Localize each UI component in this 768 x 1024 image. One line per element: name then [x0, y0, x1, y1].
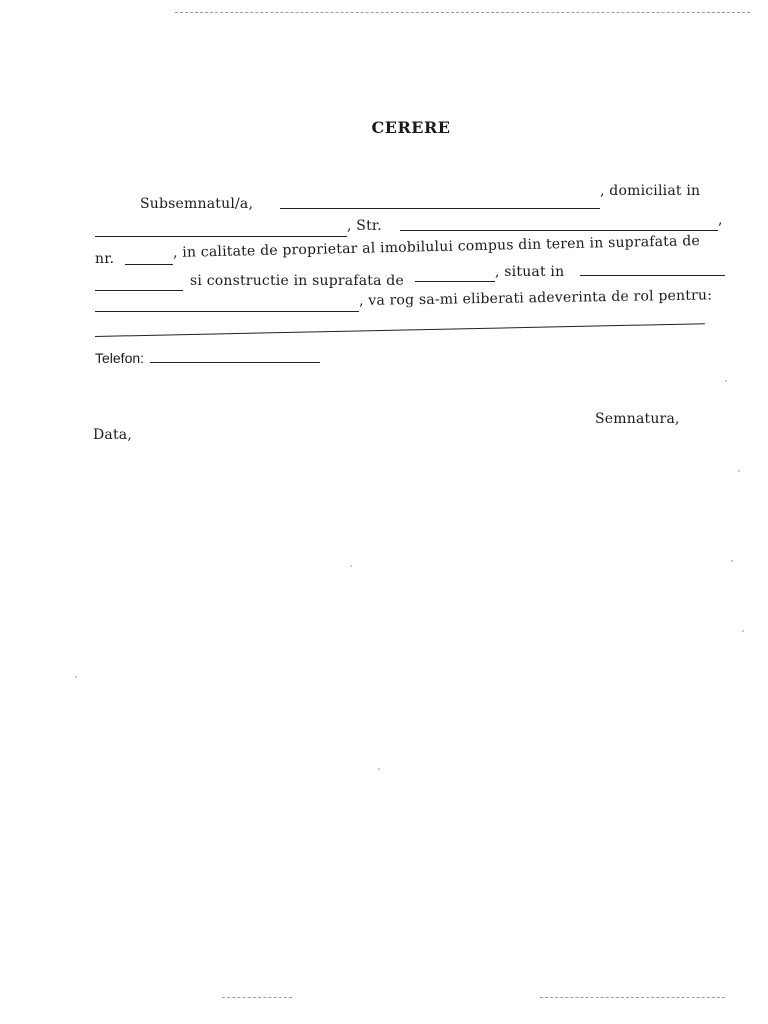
- scan-artifact-bottom-right: [540, 997, 725, 998]
- label-data: Data,: [93, 427, 132, 443]
- scan-speck: [742, 630, 744, 632]
- scan-speck: [738, 470, 740, 472]
- field-strada[interactable]: [400, 230, 718, 231]
- field-suprafata-constructie[interactable]: [415, 281, 495, 282]
- label-semnatura: Semnatura,: [595, 411, 680, 427]
- document-title: CERERE: [371, 118, 451, 137]
- scan-artifact-top: [175, 12, 750, 13]
- label-situat: , situat in: [495, 264, 565, 280]
- label-str: , Str.: [347, 218, 382, 234]
- field-domiciliu-localitate[interactable]: [95, 236, 347, 237]
- scan-speck: [725, 380, 727, 382]
- field-suprafata-teren[interactable]: [95, 290, 183, 291]
- label-calitate: , in calitate de proprietar al imobilului compus din teren in suprafata de: [172, 233, 701, 261]
- scan-speck: [731, 560, 733, 562]
- label-constructie: si constructie in suprafata de: [190, 273, 404, 289]
- field-situat-continuare[interactable]: [95, 311, 359, 312]
- field-nume[interactable]: [280, 208, 600, 209]
- label-comma: ,: [718, 212, 723, 228]
- label-va-rog: , va rog sa-mi eliberati adeverinta de rol pentru:: [358, 287, 713, 309]
- label-telefon: Telefon:: [95, 350, 145, 366]
- label-nr: nr.: [95, 251, 115, 267]
- scan-artifact-bottom-left: [222, 997, 292, 998]
- field-numar[interactable]: [125, 264, 173, 265]
- scan-speck: [350, 565, 352, 567]
- label-subsemnatul: Subsemnatul/a,: [140, 196, 254, 212]
- field-telefon[interactable]: [150, 362, 320, 363]
- scan-speck: [378, 768, 380, 770]
- scan-speck: [75, 676, 77, 678]
- field-scop[interactable]: [95, 323, 705, 337]
- label-domiciliat: , domiciliat in: [600, 183, 701, 199]
- field-situat[interactable]: [580, 275, 725, 276]
